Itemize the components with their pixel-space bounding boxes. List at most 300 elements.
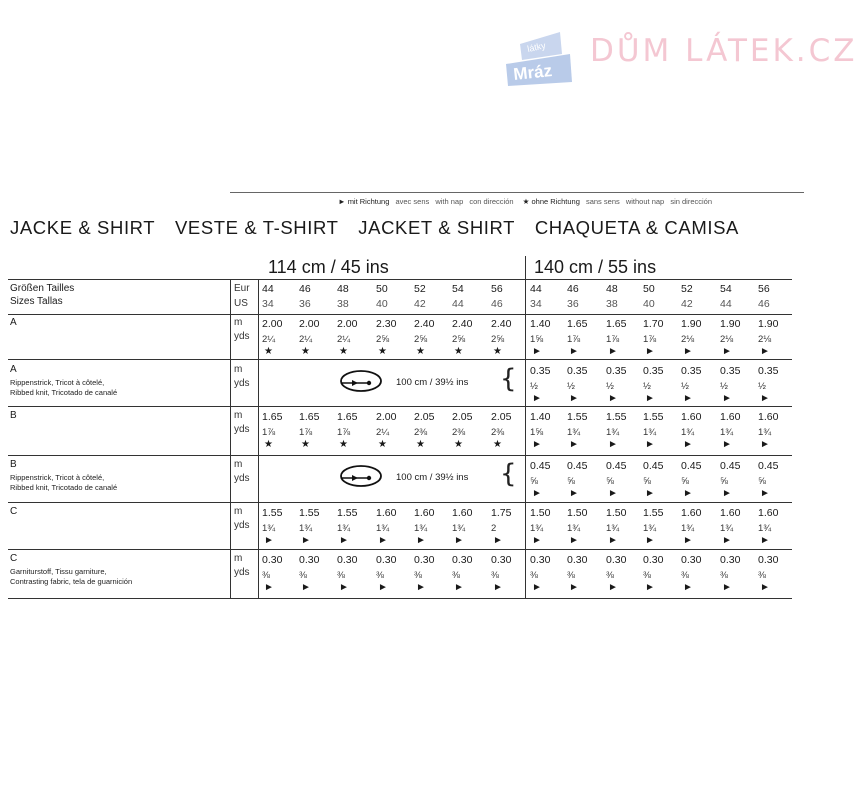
- with-nap-arrow-icon: ►: [532, 393, 542, 404]
- cell-meters: 2.00: [337, 318, 358, 330]
- row-sublabel: Rippenstrick, Tricot à côtelé, Ribbed knit, Tricotado de canalé: [10, 378, 118, 397]
- with-nap-arrow-icon: ►: [760, 346, 770, 357]
- with-nap-arrow-icon: ►: [645, 393, 655, 404]
- without-nap-star-icon: ★: [301, 439, 310, 450]
- cell-yards: ½: [681, 381, 689, 392]
- cell-yards: 1¾: [452, 523, 466, 534]
- cell-yards: ⅜: [567, 570, 575, 581]
- table-rule: [8, 455, 792, 456]
- cell-meters: 2.40: [452, 318, 473, 330]
- with-nap-arrow-icon: ►: [722, 439, 732, 450]
- cell-yards: ⅝: [758, 476, 766, 487]
- row-label: A: [10, 317, 17, 328]
- cell-yards: 2⅜: [491, 427, 505, 438]
- unit-m: m: [234, 317, 243, 328]
- cell-yards: 1¾: [681, 427, 695, 438]
- size-us: 36: [567, 298, 579, 310]
- cell-yards: ⅜: [758, 570, 766, 581]
- page-title: [10, 217, 753, 239]
- cell-yards: 2⅝: [452, 334, 466, 345]
- with-nap-arrow-icon: ►: [569, 393, 579, 404]
- cell-meters: 0.30: [530, 554, 551, 566]
- table-rule: [8, 598, 792, 599]
- sizes-label-2: Sizes Tallas: [10, 296, 63, 307]
- cell-yards: 1⅞: [262, 427, 276, 438]
- with-nap-arrow-icon: ►: [378, 535, 388, 546]
- cell-meters: 1.55: [262, 507, 283, 519]
- legend: [338, 197, 712, 206]
- cell-meters: 1.60: [376, 507, 397, 519]
- cell-yards: ⅜: [606, 570, 614, 581]
- cell-yards: 1⅞: [299, 427, 313, 438]
- size-eur: 44: [530, 283, 542, 295]
- unit-m: m: [234, 506, 243, 517]
- cell-meters: 1.50: [606, 507, 627, 519]
- with-nap-arrow-icon: ►: [493, 535, 503, 546]
- cell-yards: 1⅞: [643, 334, 657, 345]
- row-label: A: [10, 364, 17, 375]
- cell-meters: 1.50: [530, 507, 551, 519]
- cell-meters: 2.30: [376, 318, 397, 330]
- without-nap-star-icon: ★: [378, 346, 387, 357]
- cell-yards: 1¾: [643, 523, 657, 534]
- with-nap-arrow-icon: ►: [608, 346, 618, 357]
- cell-yards: 1¾: [606, 523, 620, 534]
- with-nap-arrow-icon: ►: [378, 582, 388, 593]
- cell-yards: 2¼: [376, 427, 390, 438]
- with-nap-arrow-icon: ►: [608, 393, 618, 404]
- unit-yds: yds: [234, 424, 250, 435]
- cell-meters: 2.00: [376, 411, 397, 423]
- legend-with-en: with nap: [435, 197, 464, 206]
- brace-icon: {: [500, 459, 517, 489]
- sizes-label-1: Größen Tailles: [10, 283, 75, 294]
- cell-meters: 1.60: [758, 411, 779, 423]
- cell-yards: 2⅝: [491, 334, 505, 345]
- table-rule: [8, 314, 792, 315]
- unit-yds: yds: [234, 473, 250, 484]
- with-nap-arrow-icon: ►: [569, 346, 579, 357]
- cell-yards: 1¾: [376, 523, 390, 534]
- cell-yards: 2¼: [262, 334, 276, 345]
- size-us: 36: [299, 298, 311, 310]
- size-eur: 54: [720, 283, 732, 295]
- with-nap-arrow-icon: ►: [532, 582, 542, 593]
- table-rule: [8, 359, 792, 360]
- with-nap-arrow-icon: ►: [569, 439, 579, 450]
- cell-meters: 0.30: [262, 554, 283, 566]
- unit-yds: yds: [234, 378, 250, 389]
- group-rule: [525, 256, 526, 599]
- cell-yards: ⅜: [376, 570, 384, 581]
- cell-meters: 1.65: [606, 318, 627, 330]
- size-eur: 50: [376, 283, 388, 295]
- size-us: 34: [262, 298, 274, 310]
- cell-yards: 1¾: [567, 523, 581, 534]
- cell-yards: 2⅛: [681, 334, 695, 345]
- cell-meters: 1.55: [643, 411, 664, 423]
- with-nap-arrow-icon: ►: [454, 535, 464, 546]
- without-nap-star-icon: ★: [301, 346, 310, 357]
- unit-yds: yds: [234, 520, 250, 531]
- with-nap-arrow-icon: ►: [760, 439, 770, 450]
- cell-meters: 2.05: [491, 411, 512, 423]
- cell-yards: ½: [606, 381, 614, 392]
- with-nap-arrow-icon: ►: [683, 393, 693, 404]
- with-nap-arrow-icon: ►: [722, 535, 732, 546]
- row-label: B: [10, 410, 17, 421]
- logo-mraz-top: látky: [526, 40, 547, 54]
- with-nap-arrow-icon: ►: [760, 393, 770, 404]
- logo-mraz-bottom: Mráz: [512, 61, 553, 84]
- cell-meters: 1.55: [606, 411, 627, 423]
- cell-meters: 0.30: [337, 554, 358, 566]
- cell-meters: 0.45: [643, 460, 664, 472]
- table-rule: [8, 502, 792, 503]
- title-es: CHAQUETA & CAMISA: [534, 217, 739, 238]
- with-nap-arrow-icon: ►: [416, 582, 426, 593]
- cell-yards: ⅜: [720, 570, 728, 581]
- cell-meters: 1.55: [299, 507, 320, 519]
- cell-yards: 2⅝: [414, 334, 428, 345]
- cell-yards: 1¾: [720, 427, 734, 438]
- knit-tube-icon: [338, 368, 384, 394]
- cell-meters: 0.45: [758, 460, 779, 472]
- cell-yards: 1¾: [720, 523, 734, 534]
- top-rule: [230, 192, 804, 193]
- cell-yards: 1⅝: [530, 334, 544, 345]
- size-eur: 48: [606, 283, 618, 295]
- cell-yards: ⅜: [491, 570, 499, 581]
- cell-yards: ⅜: [262, 570, 270, 581]
- size-eur: 44: [262, 283, 274, 295]
- table-rule: [8, 279, 792, 280]
- with-nap-arrow-icon: ►: [683, 346, 693, 357]
- cell-yards: 2⅝: [376, 334, 390, 345]
- column-rule: [230, 279, 231, 599]
- cell-meters: 0.45: [606, 460, 627, 472]
- cell-meters: 1.60: [758, 507, 779, 519]
- row-label: B: [10, 459, 17, 470]
- with-nap-arrow-icon: ►: [683, 439, 693, 450]
- eur-label: Eur: [234, 283, 250, 294]
- cell-yards: 1⅝: [530, 427, 544, 438]
- table-rule: [8, 549, 792, 550]
- row-sublabel: Rippenstrick, Tricot à côtelé, Ribbed knit, Tricotado de canalé: [10, 473, 118, 492]
- legend-without-es: sin dirección: [670, 197, 712, 206]
- size-us: 34: [530, 298, 542, 310]
- knit-width-label: 100 cm / 39½ ins: [396, 472, 469, 483]
- size-eur: 52: [414, 283, 426, 295]
- cell-yards: ½: [643, 381, 651, 392]
- without-nap-star-icon: ★: [264, 439, 273, 450]
- brace-icon: {: [500, 364, 517, 394]
- without-nap-star-icon: ★: [416, 439, 425, 450]
- cell-meters: 0.30: [720, 554, 741, 566]
- unit-m: m: [234, 364, 243, 375]
- size-us: 40: [643, 298, 655, 310]
- size-us: 42: [414, 298, 426, 310]
- cell-yards: ⅝: [530, 476, 538, 487]
- cell-yards: 2⅛: [758, 334, 772, 345]
- cell-meters: 0.35: [720, 365, 741, 377]
- cell-yards: 1⅞: [337, 427, 351, 438]
- with-nap-arrow-icon: ►: [569, 488, 579, 499]
- size-us: 46: [491, 298, 503, 310]
- width-140-heading: 140 cm / 55 ins: [534, 257, 657, 277]
- with-nap-arrow-icon: ►: [264, 535, 274, 546]
- size-us: 38: [337, 298, 349, 310]
- without-nap-star-icon: ★: [264, 346, 273, 357]
- latky-mraz-logo: [500, 30, 576, 86]
- row-label: C: [10, 506, 18, 517]
- cell-meters: 1.60: [452, 507, 473, 519]
- cell-yards: 1¾: [262, 523, 276, 534]
- with-nap-arrow-icon: ►: [301, 582, 311, 593]
- with-nap-arrow-icon: ►: [569, 582, 579, 593]
- with-nap-arrow-icon: ►: [493, 582, 503, 593]
- cell-yards: 2⅛: [720, 334, 734, 345]
- cell-meters: 2.05: [452, 411, 473, 423]
- cell-meters: 0.30: [758, 554, 779, 566]
- cell-meters: 0.30: [299, 554, 320, 566]
- cell-meters: 0.30: [681, 554, 702, 566]
- without-nap-star-icon: ★: [454, 439, 463, 450]
- row-sublabel: Garniturstoff, Tissu garniture, Contrasting fabric, tela de guarnición: [10, 567, 133, 586]
- cell-meters: 1.75: [491, 507, 512, 519]
- cell-yards: ⅜: [681, 570, 689, 581]
- with-nap-arrow-icon: ►: [532, 439, 542, 450]
- cell-yards: ½: [567, 381, 575, 392]
- with-nap-arrow-icon: ►: [760, 582, 770, 593]
- cell-meters: 0.35: [606, 365, 627, 377]
- cell-meters: 1.65: [262, 411, 283, 423]
- cell-yards: ½: [530, 381, 538, 392]
- cell-meters: 0.35: [567, 365, 588, 377]
- size-eur: 50: [643, 283, 655, 295]
- without-nap-star-icon: ★: [454, 346, 463, 357]
- cell-meters: 0.35: [681, 365, 702, 377]
- cell-yards: 2⅜: [452, 427, 466, 438]
- cell-meters: 2.05: [414, 411, 435, 423]
- with-nap-arrow-icon: ►: [608, 582, 618, 593]
- table-rule: [8, 406, 792, 407]
- with-nap-arrow-icon: ►: [454, 582, 464, 593]
- cell-yards: ⅝: [720, 476, 728, 487]
- cell-meters: 1.60: [720, 411, 741, 423]
- title-en: JACKET & SHIRT: [358, 217, 516, 238]
- with-nap-arrow-icon: ►: [645, 346, 655, 357]
- unit-yds: yds: [234, 567, 250, 578]
- cell-meters: 1.40: [530, 411, 551, 423]
- cell-yards: 1⅞: [567, 334, 581, 345]
- cell-yards: ⅜: [643, 570, 651, 581]
- without-nap-star-icon: ★: [339, 439, 348, 450]
- cell-yards: 1¾: [643, 427, 657, 438]
- cell-yards: 1¾: [758, 523, 772, 534]
- cell-yards: ⅜: [452, 570, 460, 581]
- size-us: 38: [606, 298, 618, 310]
- with-nap-arrow-icon: ►: [760, 535, 770, 546]
- with-nap-arrow-icon: ►: [416, 535, 426, 546]
- cell-meters: 1.70: [643, 318, 664, 330]
- cell-meters: 2.00: [299, 318, 320, 330]
- width-114-heading: 114 cm / 45 ins: [268, 257, 389, 277]
- without-nap-marker: ★: [522, 197, 530, 206]
- size-us: 46: [758, 298, 770, 310]
- without-nap-star-icon: ★: [378, 439, 387, 450]
- cell-meters: 0.30: [376, 554, 397, 566]
- with-nap-arrow-icon: ►: [645, 582, 655, 593]
- size-eur: 54: [452, 283, 464, 295]
- with-nap-arrow-icon: ►: [645, 535, 655, 546]
- with-nap-arrow-icon: ►: [645, 439, 655, 450]
- cell-yards: ⅝: [681, 476, 689, 487]
- with-nap-arrow-icon: ►: [722, 488, 732, 499]
- legend-without-fr: sans sens: [585, 197, 620, 206]
- cell-meters: 1.55: [643, 507, 664, 519]
- cell-meters: 1.50: [567, 507, 588, 519]
- without-nap-star-icon: ★: [493, 439, 502, 450]
- cell-yards: ⅝: [567, 476, 575, 487]
- cell-meters: 0.35: [758, 365, 779, 377]
- cell-meters: 0.30: [414, 554, 435, 566]
- legend-with-fr: avec sens: [395, 197, 430, 206]
- cell-meters: 1.90: [681, 318, 702, 330]
- size-eur: 52: [681, 283, 693, 295]
- cell-meters: 0.30: [491, 554, 512, 566]
- with-nap-marker: ►: [338, 197, 346, 206]
- with-nap-arrow-icon: ►: [339, 535, 349, 546]
- cell-yards: 1¾: [299, 523, 313, 534]
- size-us: 44: [720, 298, 732, 310]
- size-us: 42: [681, 298, 693, 310]
- cell-yards: ⅜: [299, 570, 307, 581]
- cell-yards: 2¼: [299, 334, 313, 345]
- cell-yards: ½: [758, 381, 766, 392]
- cell-meters: 1.90: [720, 318, 741, 330]
- with-nap-arrow-icon: ►: [722, 393, 732, 404]
- with-nap-arrow-icon: ►: [532, 488, 542, 499]
- dum-latek-logo: DŮM LÁTEK.CZ: [590, 33, 858, 69]
- legend-without-en: without nap: [625, 197, 665, 206]
- cell-yards: 1¾: [414, 523, 428, 534]
- cell-meters: 0.45: [720, 460, 741, 472]
- cell-yards: ⅜: [414, 570, 422, 581]
- cell-meters: 0.30: [452, 554, 473, 566]
- cell-yards: ½: [720, 381, 728, 392]
- cell-meters: 1.60: [720, 507, 741, 519]
- cell-yards: 1¾: [567, 427, 581, 438]
- with-nap-arrow-icon: ►: [532, 535, 542, 546]
- cell-meters: 1.60: [681, 507, 702, 519]
- cell-meters: 0.35: [530, 365, 551, 377]
- unit-yds: yds: [234, 331, 250, 342]
- with-nap-arrow-icon: ►: [683, 488, 693, 499]
- with-nap-arrow-icon: ►: [722, 582, 732, 593]
- size-eur: 46: [299, 283, 311, 295]
- cell-yards: 1¾: [606, 427, 620, 438]
- size-us: 44: [452, 298, 464, 310]
- title-fr: VESTE & T-SHIRT: [174, 217, 339, 238]
- cell-yards: 2¼: [337, 334, 351, 345]
- size-us: 40: [376, 298, 388, 310]
- cell-meters: 0.30: [643, 554, 664, 566]
- cell-yards: 1¾: [758, 427, 772, 438]
- legend-without-de: ohne Richtung: [531, 197, 580, 206]
- title-de: JACKE & SHIRT: [10, 217, 156, 238]
- cell-yards: ⅜: [530, 570, 538, 581]
- with-nap-arrow-icon: ►: [683, 582, 693, 593]
- cell-yards: ⅝: [606, 476, 614, 487]
- with-nap-arrow-icon: ►: [339, 582, 349, 593]
- row-label: C: [10, 553, 18, 564]
- without-nap-star-icon: ★: [416, 346, 425, 357]
- size-eur: 48: [337, 283, 349, 295]
- cell-meters: 1.60: [414, 507, 435, 519]
- cell-yards: 1¾: [530, 523, 544, 534]
- knit-width-label: 100 cm / 39½ ins: [396, 377, 469, 388]
- with-nap-arrow-icon: ►: [608, 535, 618, 546]
- cell-meters: 1.55: [337, 507, 358, 519]
- with-nap-arrow-icon: ►: [264, 582, 274, 593]
- cell-meters: 0.35: [643, 365, 664, 377]
- cell-meters: 0.45: [530, 460, 551, 472]
- unit-m: m: [234, 410, 243, 421]
- cell-meters: 1.65: [299, 411, 320, 423]
- with-nap-arrow-icon: ►: [569, 535, 579, 546]
- unit-m: m: [234, 553, 243, 564]
- with-nap-arrow-icon: ►: [645, 488, 655, 499]
- cell-meters: 1.40: [530, 318, 551, 330]
- cell-meters: 1.55: [567, 411, 588, 423]
- size-eur: 56: [758, 283, 770, 295]
- with-nap-arrow-icon: ►: [683, 535, 693, 546]
- cell-yards: 1¾: [337, 523, 351, 534]
- without-nap-star-icon: ★: [493, 346, 502, 357]
- cell-yards: 2⅜: [414, 427, 428, 438]
- cell-meters: 0.45: [681, 460, 702, 472]
- cell-meters: 2.00: [262, 318, 283, 330]
- knit-tube-icon: [338, 463, 384, 489]
- cell-meters: 1.60: [681, 411, 702, 423]
- column-rule: [258, 279, 259, 599]
- unit-m: m: [234, 459, 243, 470]
- with-nap-arrow-icon: ►: [301, 535, 311, 546]
- cell-yards: 2: [491, 523, 497, 534]
- with-nap-arrow-icon: ►: [608, 439, 618, 450]
- size-eur: 56: [491, 283, 503, 295]
- cell-meters: 2.40: [414, 318, 435, 330]
- with-nap-arrow-icon: ►: [532, 346, 542, 357]
- us-label: US: [234, 298, 248, 309]
- cell-yards: ⅝: [643, 476, 651, 487]
- with-nap-arrow-icon: ►: [608, 488, 618, 499]
- cell-meters: 1.90: [758, 318, 779, 330]
- legend-with-de: mit Richtung: [347, 197, 390, 206]
- with-nap-arrow-icon: ►: [760, 488, 770, 499]
- cell-yards: 1¾: [681, 523, 695, 534]
- cell-meters: 2.40: [491, 318, 512, 330]
- cell-yards: 1⅞: [606, 334, 620, 345]
- cell-meters: 0.30: [567, 554, 588, 566]
- cell-meters: 1.65: [337, 411, 358, 423]
- cell-meters: 1.65: [567, 318, 588, 330]
- with-nap-arrow-icon: ►: [722, 346, 732, 357]
- without-nap-star-icon: ★: [339, 346, 348, 357]
- cell-yards: ⅜: [337, 570, 345, 581]
- cell-meters: 0.30: [606, 554, 627, 566]
